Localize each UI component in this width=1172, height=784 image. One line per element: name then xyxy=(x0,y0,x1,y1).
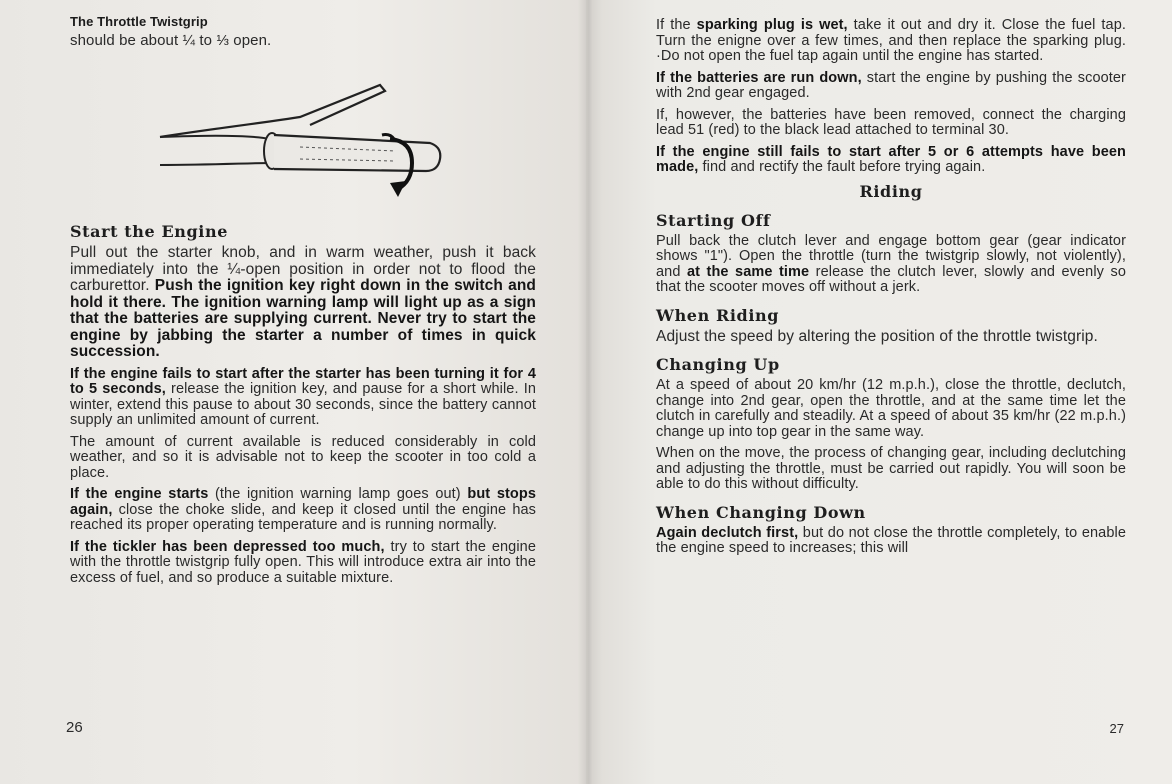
text-run: If the xyxy=(656,17,697,33)
handlebar-tube-top xyxy=(160,136,270,139)
caption-text: should be about ¼ to ⅓ open. xyxy=(70,31,272,49)
bold-text-run: If the engine starts xyxy=(70,486,209,502)
throttle-twistgrip-illustration xyxy=(150,77,450,202)
heading-start-the-engine: Start the Engine xyxy=(70,222,228,241)
bold-text-run: If the tickler has been depressed too much, xyxy=(70,538,385,555)
text-run: take it out and dry it. Close the fuel tap. Turn the enigne over a few times, and then replace the sparking plug. ·Do not open the fuel tap again until the engine has started. xyxy=(656,17,1127,64)
text-run: Pull out the starter knob, and in warm weather, push it back immediately into the ¼-open position in order not to flood the carburettor. xyxy=(70,244,536,294)
paragraph-start-5 xyxy=(70,540,536,587)
arrowhead-icon xyxy=(390,181,406,197)
text-run: but do not close the throttle completely, to enable the engine speed to increases; this will xyxy=(656,524,1126,556)
paragraph-starting-off xyxy=(656,234,1126,296)
heading-changing-up: Changing Up xyxy=(656,355,780,374)
text-run: release the ignition key, and pause for a short while. In winter, extend this pause to about 30 seconds, since the battery cannot supply an unlimited amount of current. xyxy=(70,381,536,428)
handlebar-lever-line xyxy=(160,85,385,137)
heading-when-riding: When Riding xyxy=(656,305,780,325)
paragraph-start-2 xyxy=(70,367,536,429)
text-run: Pull back the clutch lever and engage bottom gear (gear indicator shows "1"). Open the throttle (turn the twistgrip slowly, not violently), and xyxy=(656,232,1126,280)
text-run: close the choke slide, and keep it closed until the engine has reached its proper operating temperature and is running normally. xyxy=(70,501,536,533)
page-number-right: 27 xyxy=(1109,721,1124,736)
heading-changing-down: When Changing Down xyxy=(656,502,866,522)
text-run: (the ignition warning lamp goes out) xyxy=(208,486,468,502)
paragraph-still-fails xyxy=(656,145,1126,176)
paragraph-start-1 xyxy=(70,245,536,361)
twistgrip-body xyxy=(274,135,440,171)
bold-text-run: sparking plug is wet, xyxy=(696,17,848,33)
bold-text-run: at the same time xyxy=(686,263,810,280)
paragraph-changing-up: At a speed of about 20 km/hr (12 m.p.h.), close the throttle, declutch, change into 2nd gear, open the throttle, and at the same time let the clutch in carefully and steadily. At a speed of about 35 km/hr (22 m.p.h.) change up into top gear in the same way. xyxy=(656,377,1126,440)
text-run: try to start the engine with the throttle twistgrip fully open. This will introduce extra air into the excess of fuel, and so produce a suitable mixture. xyxy=(70,538,536,586)
text-run: find and rectify the fault before trying again. xyxy=(698,159,986,175)
heading-starting-off: Starting Off xyxy=(656,210,771,230)
bold-text-run: Push the ignition key right down in the switch and hold it there. The ignition warning lamp will light up as a sign that the batteries are supplying current. Never try to start the engine by jabbing the starter a number of times in quick succession. xyxy=(70,277,536,360)
paragraph-when-riding: Adjust the speed by altering the position of the throttle twistgrip. xyxy=(656,327,1098,345)
rotation-arrow-tail xyxy=(382,135,394,140)
paragraph-on-the-move: When on the move, the process of changing gear, including declutching and adjusting the throttle, must be carried out rapidly. You will soon be able to do this without difficulty. xyxy=(656,445,1126,492)
bold-text-run: If the batteries are run down, xyxy=(656,69,862,86)
bold-text-run: but stops again, xyxy=(70,486,536,518)
paragraph-start-3: The amount of current available is reduced considerably in cold weather, and so it is advisable not to keep the scooter in too cold a place. xyxy=(70,433,536,481)
paragraph-plug-wet xyxy=(656,18,1126,65)
paragraph-start-4 xyxy=(70,487,536,534)
caption-title: The Throttle Twistgrip xyxy=(70,14,208,29)
paragraph-changing-down xyxy=(656,526,1126,557)
text-run: release the clutch lever, slowly and evenly so that the scooter moves off without a jerk. xyxy=(656,263,1127,295)
heading-riding: Riding xyxy=(859,181,923,201)
page-number-left: 26 xyxy=(66,719,83,736)
handlebar-tube-bottom xyxy=(160,163,270,165)
paragraph-batteries-removed: If, however, the batteries have been removed, connect the charging lead 51 (red) to the black lead attached to terminal 30. xyxy=(656,106,1126,138)
bold-text-run: If the engine still fails to start after 5 or 6 attempts have been made, xyxy=(656,143,1126,175)
book-gutter-shadow xyxy=(578,0,602,784)
paragraph-batteries-down xyxy=(656,71,1126,102)
bold-text-run: Again declutch first, xyxy=(656,524,799,541)
text-run: start the engine by pushing the scooter with 2nd gear engaged. xyxy=(656,69,1126,101)
bold-text-run: If the engine fails to start after the starter has been turning it for 4 to 5 seconds, xyxy=(70,365,536,397)
page-27 xyxy=(586,0,1172,784)
